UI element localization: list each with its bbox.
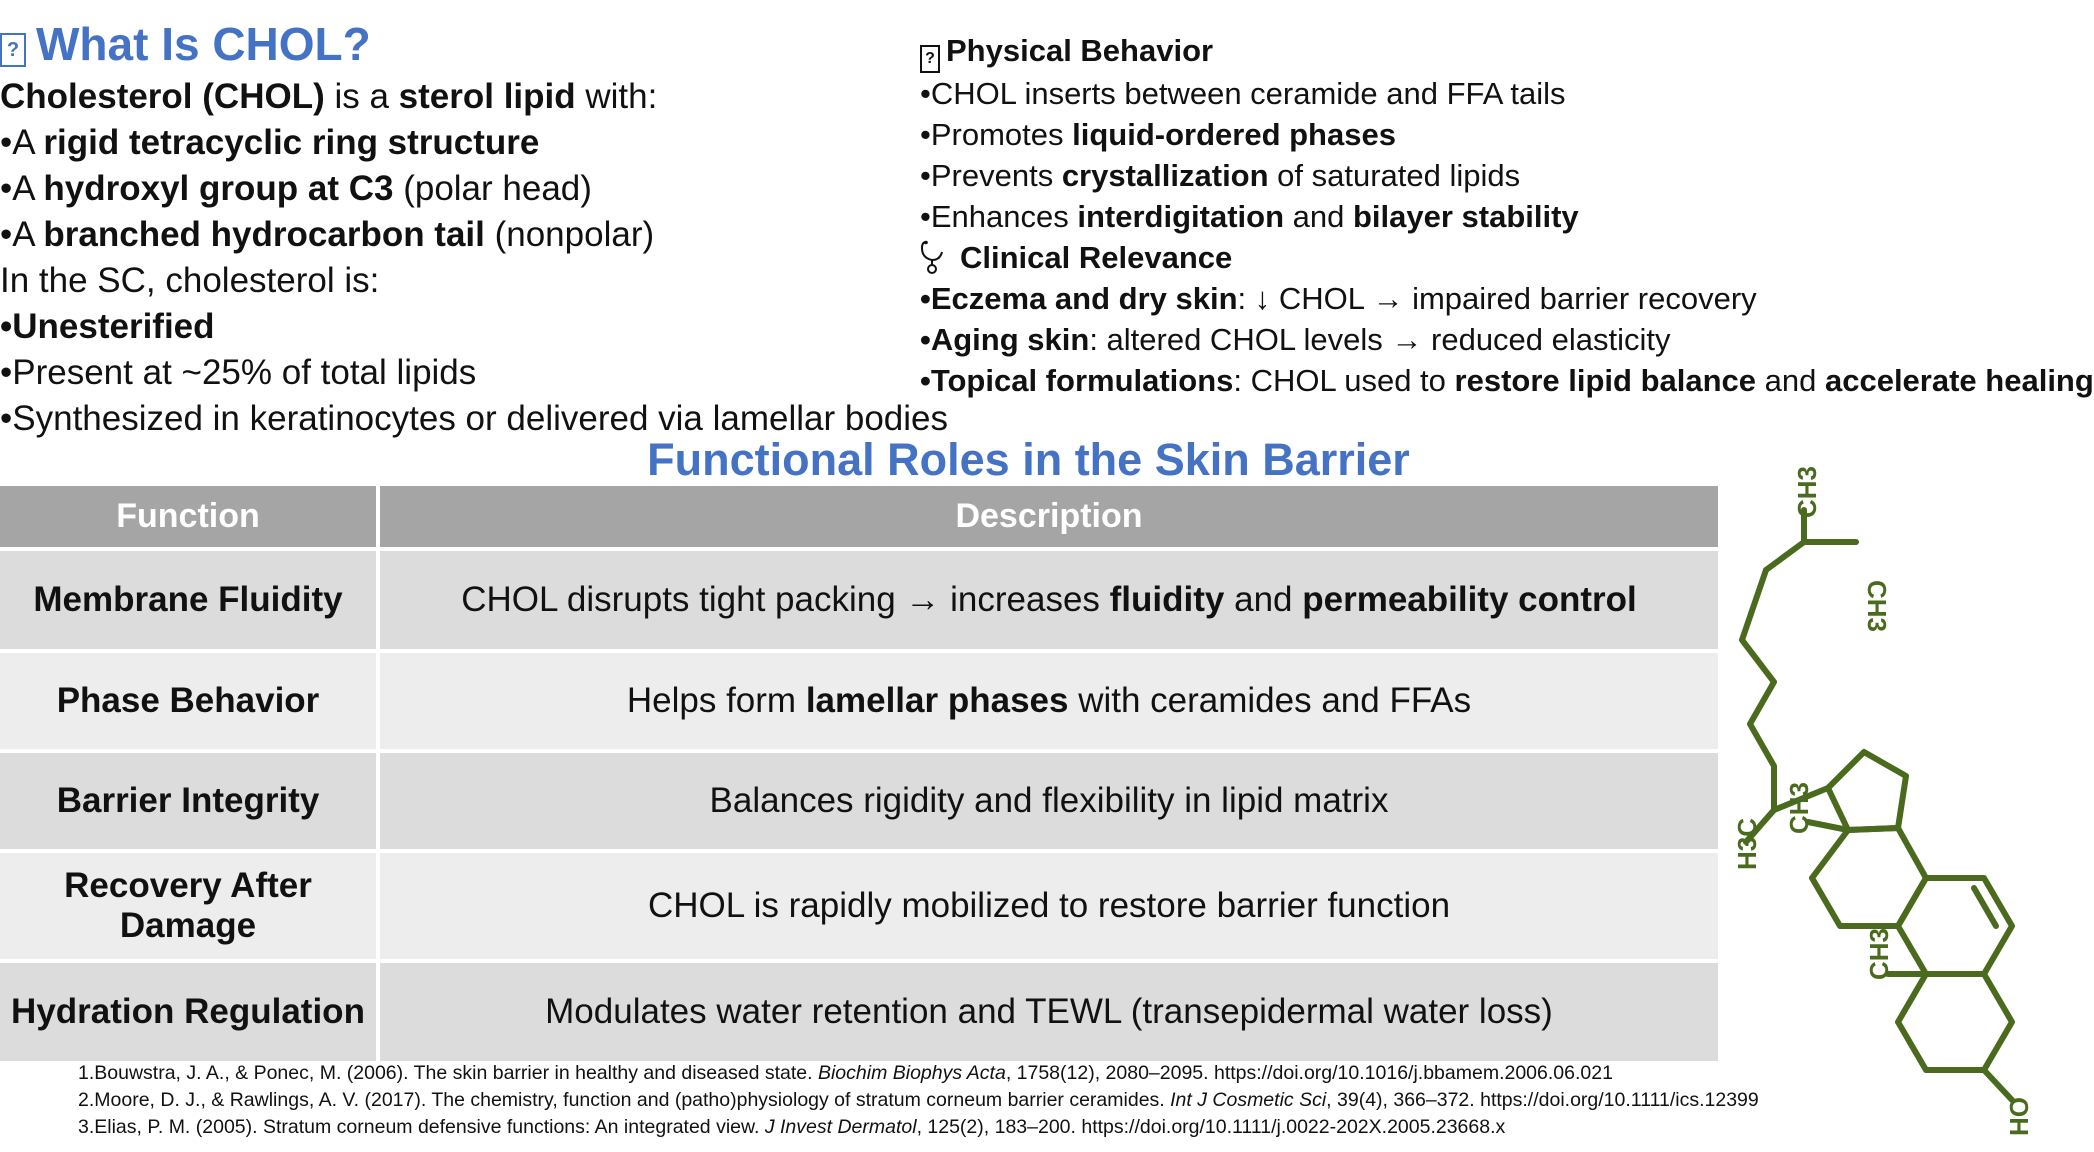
description-cell: CHOL is rapidly mobilized to restore barrier function [378, 851, 1718, 961]
text: •Promotes [920, 117, 1073, 152]
physical-bullet-2 [920, 114, 2048, 155]
text: CHOL disrupts tight packing → increases [461, 580, 1110, 619]
heading-text: Physical Behavior [946, 33, 1214, 68]
molecule-labels [1732, 466, 2034, 1136]
text: 2.Moore, D. J., & Rawlings, A. V. (2017). The chemistry, function and (patho)physiology of stratum corneum barrier ceramides. [78, 1089, 1171, 1111]
text: , 39(4), 366–372. https://doi.org/10.1111/ics.12399 [1326, 1089, 1759, 1111]
text: with ceramides and FFAs [1068, 681, 1472, 720]
function-cell: Barrier Integrity [0, 751, 378, 851]
bold-text: restore lipid balance [1454, 363, 1757, 398]
column-header-description: Description [378, 486, 1718, 549]
text: and [1224, 580, 1303, 619]
description-cell [378, 549, 1718, 651]
bold-text: •Topical formulations [920, 363, 1234, 398]
intro-section [0, 14, 960, 442]
text: of saturated lipids [1268, 158, 1521, 193]
missing-glyph-icon: ? [0, 33, 26, 67]
bold-text: lamellar phases [805, 681, 1069, 720]
bold-text: permeability control [1302, 580, 1637, 619]
cholesterol-structure-diagram [1716, 465, 2034, 1150]
stethoscope-icon [920, 240, 950, 274]
description-cell: Modulates water retention and TEWL (transepidermal water loss) [378, 961, 1718, 1061]
table-row [0, 651, 1718, 751]
table-row [0, 851, 1718, 961]
text: with: [575, 77, 658, 116]
text: •Prevents [920, 158, 1062, 193]
column-header-function: Function [0, 486, 378, 549]
intro-title [0, 14, 960, 74]
text: •A [0, 215, 44, 254]
bold-text: crystallization [1061, 158, 1269, 193]
roles-table [0, 486, 1718, 1061]
journal-name: Int J Cosmetic Sci [1170, 1089, 1327, 1111]
table-row [0, 961, 1718, 1061]
text: •Enhances [920, 199, 1078, 234]
text: : CHOL used to [1233, 363, 1455, 398]
text: (polar head) [393, 169, 592, 208]
sc-bullet-3: •Synthesized in keratinocytes or delivered via lamellar bodies [0, 399, 949, 438]
clinical-heading [920, 237, 2048, 278]
text: : altered CHOL levels → reduced elasticity [1089, 322, 1671, 357]
bold-text: rigid tetracyclic ring structure [43, 123, 540, 162]
term-cholesterol: Cholesterol (CHOL) [0, 77, 325, 116]
physical-heading [920, 30, 2048, 73]
text: and [1756, 363, 1825, 398]
sc-bullet-2: •Present at ~25% of total lipids [0, 353, 477, 392]
bold-text: fluidity [1109, 580, 1225, 619]
missing-glyph-icon: ? [920, 45, 940, 73]
physical-bullet-3 [920, 155, 2048, 196]
function-cell: Phase Behavior [0, 651, 378, 751]
table-header-row [0, 486, 1718, 549]
text: , 1758(12), 2080–2095. https://doi.org/10.1016/j.bbamem.2006.06.021 [1005, 1062, 1613, 1084]
clinical-bullet-3 [920, 360, 2094, 401]
bold-text: •Aging skin [920, 322, 1090, 357]
intro-bullet-3 [0, 212, 960, 258]
function-cell: Membrane Fluidity [0, 549, 378, 651]
journal-name: Biochim Biophys Acta [817, 1062, 1006, 1084]
text: •A [0, 169, 44, 208]
physical-bullet-1: •CHOL inserts between ceramide and FFA tails [920, 76, 1566, 111]
function-cell: Hydration Regulation [0, 961, 378, 1061]
description-cell [378, 651, 1718, 751]
bold-text: branched hydrocarbon tail [43, 215, 485, 254]
text: 1.Bouwstra, J. A., & Ponec, M. (2006). The skin barrier in healthy and diseased state. [78, 1062, 818, 1084]
sc-bullet-1 [0, 304, 960, 350]
clinical-bullet-1 [920, 278, 2048, 319]
table-row [0, 751, 1718, 851]
bold-text: hydroxyl group at C3 [43, 169, 394, 208]
intro-bullet-2 [0, 166, 960, 212]
bold-text: bilayer stability [1352, 199, 1579, 234]
text: 3.Elias, P. M. (2005). Stratum corneum defensive functions: An integrated view. [78, 1116, 765, 1138]
roles-title: Functional Roles in the Skin Barrier [647, 434, 1410, 485]
table-row [0, 549, 1718, 651]
text: , 125(2), 183–200. https://doi.org/10.1111/j.0022-202X.2005.23668.x [916, 1116, 1506, 1138]
label-h3c: H3C [1732, 817, 1762, 870]
bold-text: •Unesterified [0, 307, 215, 346]
journal-name: J Invest Dermatol [764, 1116, 917, 1138]
reference-1 [78, 1060, 1718, 1087]
term-sterol-lipid: sterol lipid [398, 77, 576, 116]
label-ho: HO [2004, 1097, 2034, 1136]
bold-text: •Eczema and dry skin [920, 281, 1238, 316]
description-cell: Balances rigidity and flexibility in lipid matrix [378, 751, 1718, 851]
text: •A [0, 123, 44, 162]
reference-3 [78, 1114, 1718, 1141]
clinical-bullet-2 [920, 319, 2048, 360]
intro-bullet-1 [0, 120, 960, 166]
label-ch3-branch: CH3 [1862, 580, 1892, 633]
text: is a [324, 77, 399, 116]
text: and [1284, 199, 1353, 234]
intro-definition [0, 74, 960, 120]
label-ch3-c18: CH3 [1784, 781, 1814, 834]
text: (nonpolar) [484, 215, 655, 254]
function-cell: Recovery After Damage [0, 851, 378, 961]
text: : ↓ CHOL → impaired barrier recovery [1237, 281, 1757, 316]
right-column [920, 30, 2094, 401]
sc-intro: In the SC, cholesterol is: [0, 261, 380, 300]
reference-2 [78, 1087, 1759, 1114]
references [78, 1060, 1759, 1141]
bold-text: interdigitation [1077, 199, 1285, 234]
label-ch3-c19: CH3 [1864, 927, 1894, 980]
text: Helps form [626, 681, 806, 720]
heading-text: Clinical Relevance [960, 240, 1233, 275]
bold-text: liquid-ordered phases [1072, 117, 1396, 152]
intro-title-text: What Is CHOL? [36, 18, 371, 70]
physical-bullet-4 [920, 196, 2048, 237]
label-ch3-top: CH3 [1792, 465, 1822, 518]
bold-text: accelerate healing [1824, 363, 2094, 398]
